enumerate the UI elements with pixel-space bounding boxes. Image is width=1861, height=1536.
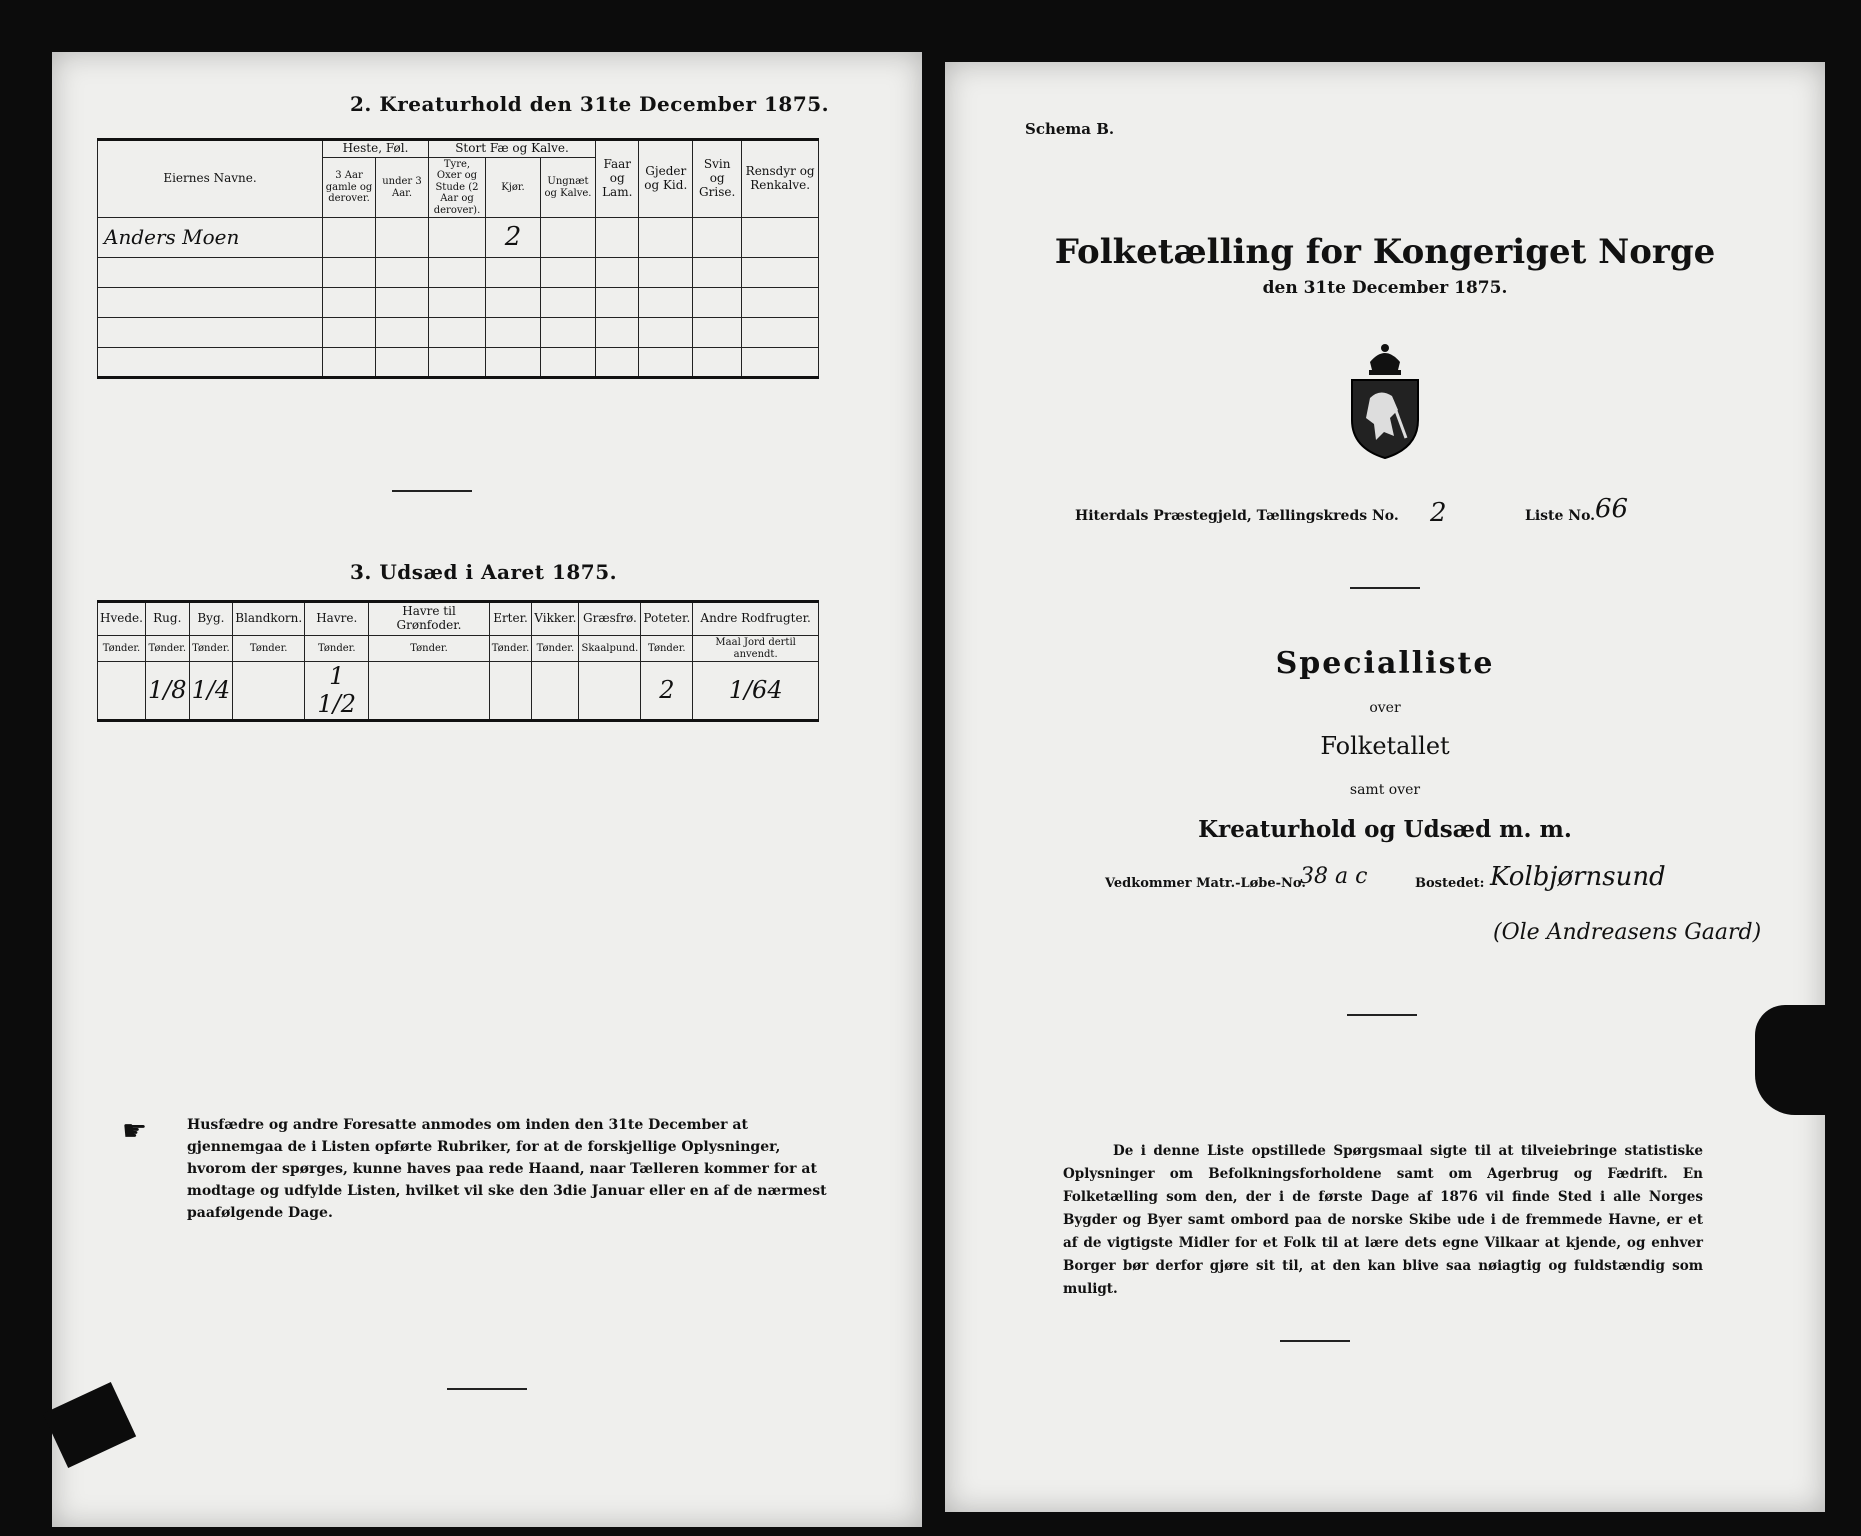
- crop-header: Græsfrø.: [579, 602, 641, 636]
- crop-unit: Tønder.: [145, 636, 189, 662]
- bostedet-note: (Ole Andreasens Gaard): [1493, 920, 1762, 945]
- divider: [1350, 587, 1420, 589]
- crop-value: 1 1/2: [305, 662, 369, 721]
- table-row: [98, 258, 819, 288]
- right-page: [945, 62, 1825, 1512]
- table-row: [98, 288, 819, 318]
- parish-line: [1075, 508, 1399, 524]
- crop-header: Havre.: [305, 602, 369, 636]
- crop-value: [579, 662, 641, 721]
- over-text-1: over: [1369, 700, 1401, 716]
- crop-value: [98, 662, 146, 721]
- crop-value: 1/8: [145, 662, 189, 721]
- crop-unit: Tønder.: [189, 636, 233, 662]
- bostedet-label: Bostedet:: [1415, 876, 1485, 891]
- kreaturhold-title: Kreaturhold og Udsæd m. m.: [1198, 816, 1572, 843]
- header-cows: Kjør.: [486, 157, 541, 218]
- folketallet-title: Folketallet: [1320, 732, 1450, 760]
- census-date: den 31te December 1875.: [1262, 278, 1508, 298]
- crop-unit: Tønder.: [98, 636, 146, 662]
- district-label: Tællingskreds No.: [1256, 508, 1399, 524]
- livestock-table: [97, 138, 819, 379]
- sowing-table: [97, 600, 819, 722]
- bostedet-value: Kolbjørnsund: [1490, 862, 1666, 892]
- divider: [447, 1388, 527, 1390]
- crop-value: [233, 662, 305, 721]
- finger-mark: [1755, 1005, 1835, 1115]
- crop-header: Blandkorn.: [233, 602, 305, 636]
- table-row: [98, 218, 819, 258]
- crop-unit: Tønder.: [641, 636, 693, 662]
- crop-value: [532, 662, 579, 721]
- crop-unit: Tønder.: [305, 636, 369, 662]
- header-bulls: Tyre, Oxer og Stude (2 Aar og derover).: [429, 157, 486, 218]
- district-number: 2: [1430, 498, 1447, 528]
- header-reindeer: Rensdyr og Renkalve.: [742, 140, 819, 218]
- crop-header: Rug.: [145, 602, 189, 636]
- crop-unit: Tønder.: [489, 636, 532, 662]
- matr-number: 38 a c: [1300, 864, 1368, 889]
- header-horses: Heste, Føl.: [323, 140, 429, 158]
- parish-name: Hiterdals Præstegjeld,: [1075, 508, 1252, 524]
- header-sheep: Faar og Lam.: [596, 140, 639, 218]
- list-number: 66: [1595, 494, 1629, 524]
- specialliste-title: Specialliste: [1275, 646, 1495, 681]
- crop-value: 2: [641, 662, 693, 721]
- pointing-hand-icon: ☛: [122, 1114, 148, 1147]
- header-horses-adult: 3 Aar gamle og derover.: [323, 157, 376, 218]
- divider: [1347, 1014, 1417, 1016]
- header-cattle: Stort Fæ og Kalve.: [429, 140, 596, 158]
- divider: [1280, 1340, 1350, 1342]
- crop-header: Havre til Grønfoder.: [369, 602, 489, 636]
- header-pigs: Svin og Grise.: [693, 140, 742, 218]
- household-notice: Husfædre og andre Foresatte anmodes om inden den 31te December at gjennemgaa de i Listen opførte Rubriker, for at de forskjellige Oplysninger, hvorom der spørges, kunne haves paa rede Haand, naar Tælleren kommer for at modtage og udfylde Listen, hvilket vil ske den 3die Januar eller en af de nærmest paafølgende Dage.: [187, 1117, 827, 1221]
- crop-value: 1/4: [189, 662, 233, 721]
- list-label: Liste No.: [1525, 508, 1596, 524]
- crop-unit: Tønder.: [532, 636, 579, 662]
- crop-unit: Skaalpund.: [579, 636, 641, 662]
- samt-over-text: samt over: [1349, 782, 1421, 798]
- table-row: [98, 348, 819, 378]
- crop-value: [369, 662, 489, 721]
- matr-label: Vedkommer Matr.-Løbe-No.: [1105, 876, 1306, 891]
- crop-value: [489, 662, 532, 721]
- crop-unit: Maal Jord dertil anvendt.: [693, 636, 819, 662]
- owner-name: Anders Moen: [104, 225, 240, 250]
- crop-header: Byg.: [189, 602, 233, 636]
- divider: [392, 490, 472, 492]
- cows-count: 2: [504, 221, 522, 252]
- section3-title: 3. Udsæd i Aaret 1875.: [350, 560, 618, 584]
- header-goats: Gjeder og Kid.: [639, 140, 693, 218]
- schema-label: Schema B.: [1025, 120, 1115, 138]
- coat-of-arms-icon: [1340, 340, 1430, 462]
- crop-header: Vikker.: [532, 602, 579, 636]
- crop-header: Hvede.: [98, 602, 146, 636]
- header-owner: Eiernes Navne.: [98, 140, 323, 218]
- purpose-notice: De i denne Liste opstillede Spørgsmaal sigte til at tilveiebringe statistiske Oplysninger om Befolkningsforholdene samt om Agerbrug og Fædrift. En Folketælling som den, der i de første Dage af 1876 vil finde Sted i alle Norges Bygder og Byer samt ombord paa de norske Skibe ude i de fremmede Havne, er et af de vigtigste Midler for et Folk til at lære dets egne Vilkaar at kjende, og enhver Borger bør derfor gjøre sit til, at den kan blive saa nøiagtig og fuldstændig som muligt.: [1063, 1143, 1703, 1297]
- left-page: [52, 52, 922, 1527]
- header-calves: Ungnæt og Kalve.: [541, 157, 596, 218]
- crop-header: Andre Rodfrugter.: [693, 602, 819, 636]
- section2-title: 2. Kreaturhold den 31te December 1875.: [350, 92, 830, 116]
- table-row: [98, 318, 819, 348]
- crop-unit: Tønder.: [233, 636, 305, 662]
- header-horses-young: under 3 Aar.: [376, 157, 429, 218]
- census-title: Folketælling for Kongeriget Norge: [1054, 232, 1716, 272]
- crop-unit: Tønder.: [369, 636, 489, 662]
- crop-header: Erter.: [489, 602, 532, 636]
- crop-value: 1/64: [693, 662, 819, 721]
- crop-header: Poteter.: [641, 602, 693, 636]
